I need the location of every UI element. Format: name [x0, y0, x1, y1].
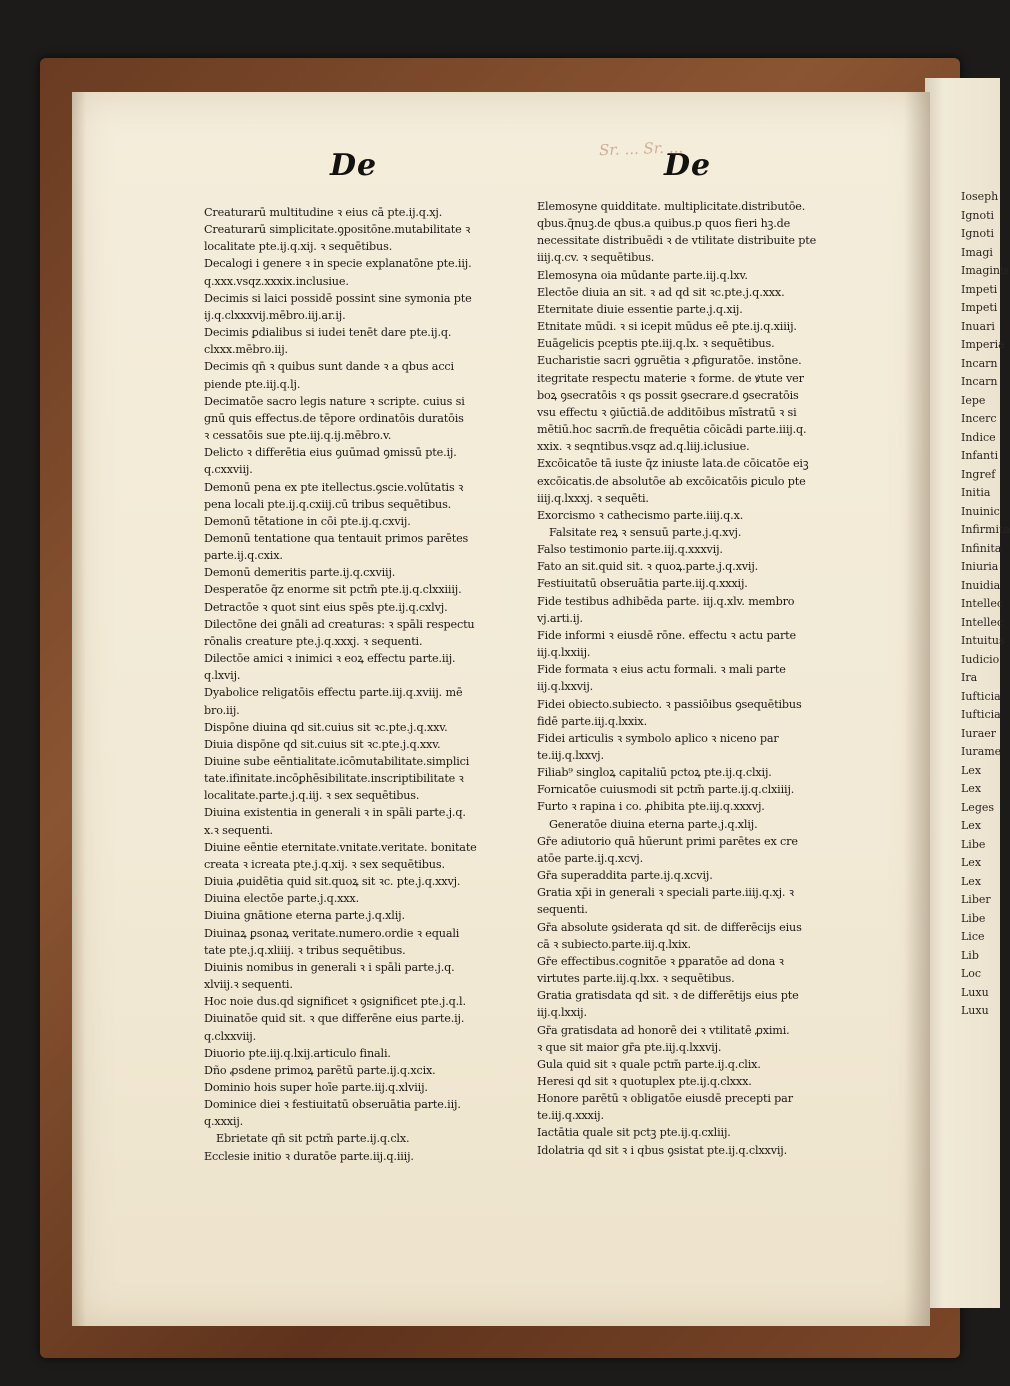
index-entry-line: Dominio hois super hoīe parte.iij.q.xlviij. [204, 1080, 428, 1094]
index-entry-line: Detractōe ꝛ quot sint eius spēs pte.ij.q.cxlvj. [204, 600, 448, 614]
facing-page-fragment: Iurame [961, 745, 1002, 758]
facing-page-fragment: Iudicio [961, 652, 1000, 666]
index-entry-line: Gr̄a superaddita parte.ij.q.xcvij. [537, 869, 713, 883]
index-entry-line: Gula quid sit ꝛ quale pctm̄ parte.ij.q.clix. [537, 1057, 761, 1071]
index-entry-line: sequenti. [537, 903, 588, 917]
index-entry-line: atōe parte.ij.q.xcvj. [537, 851, 644, 865]
index-entry-line: creata ꝛ icreata pte.j.q.xij. ꝛ sex sequētibus. [204, 857, 445, 871]
facing-page-fragment: Luxu [961, 985, 989, 999]
facing-page-fragment: Loc [961, 967, 982, 980]
facing-page-fragment: Initia [961, 486, 991, 499]
index-entry-line: parte.ij.q.cxix. [204, 549, 283, 563]
index-entry-line: Demonū tētatione in cōi pte.ij.q.cxvij. [204, 514, 411, 528]
facing-page-fragment: Lex [961, 819, 982, 832]
facing-page-fragment: Iniuria [961, 560, 999, 573]
index-entry-line: Electōe diuia an sit. ꝛ ad qd sit ꝛc.pte.j.q.xxx. [537, 285, 785, 299]
index-entry-line: Idolatria qd sit ꝛ i qbus ꝯsistat pte.ij.q.clxxvij. [537, 1143, 788, 1157]
index-entry-line: clxxx.mēbro.iij. [204, 343, 288, 357]
index-column-left [204, 204, 536, 1165]
index-entry-line: xlviij.ꝛ sequenti. [204, 978, 293, 992]
facing-page-fragment: Lex [961, 782, 982, 795]
index-entry-line: localitate.parte.j.q.iij. ꝛ sex sequētibus. [204, 789, 420, 803]
facing-page-fragment: Imperia [961, 338, 1005, 351]
index-entry-line: Dispōne diuina qd sit.cuius sit ꝛc.pte.j.q.xxv. [204, 720, 448, 734]
facing-page-fragment: Imagi [961, 245, 993, 259]
index-entry-line: Falsitate reꝝ ꝛ sensuū parte.j.q.xvj. [549, 525, 742, 539]
index-entry-line: Decalogi i genere ꝛ in specie explanatōne pte.iij. [204, 257, 472, 271]
facing-page-edge [925, 78, 1010, 1308]
marginal-note: Sr. ... Sr. ... [598, 138, 684, 160]
index-entry-line: Diuina existentia in generali ꝛ in spāli parte.j.q. [204, 806, 466, 820]
facing-page-fragment: Incarn [961, 356, 998, 370]
index-entry-line: Etnitate mūdi. ꝛ si icepit mūdus eē pte.ij.q.xiiij. [537, 320, 797, 334]
facing-page-fragment: Luxu [961, 1004, 989, 1017]
facing-page-fragment: Libe [961, 911, 986, 925]
index-entry-line: Diuorio pte.iij.q.lxij.articulo finali. [204, 1046, 391, 1060]
facing-page-fragment: Impeti [961, 301, 998, 314]
facing-page-fragment: Lex [961, 874, 982, 888]
index-entry-line: itegritate respectu materie ꝛ forme. de ꝟtute ver [537, 371, 804, 385]
index-entry-line: Eternitate diuie essentie parte.j.q.xij. [537, 302, 743, 316]
index-entry-line: qbus.q̄nuꝫ.de qbus.a quibus.p quos fieri hꝫ.de [537, 217, 791, 231]
index-entry-line: iij.q.lxxiij. [537, 646, 591, 660]
index-entry-line: piende pte.iij.q.lj. [204, 377, 301, 391]
index-entry-line: vj.arti.ij. [537, 611, 583, 625]
index-entry-line: Gr̄a absolute ꝯsiderata qd sit. de differēcijs eius [537, 920, 802, 934]
index-entry-line: Diuine sube eēntialitate.icōmutabilitate.simplici [204, 755, 470, 768]
index-entry-line: Diuinis nomibus in generali ꝛ i spāli parte.j.q. [204, 960, 455, 974]
index-entry-line: Falso testimonio parte.iij.q.xxxvij. [537, 543, 723, 557]
index-entry-line: Diuinatōe quid sit. ꝛ que differēne eius parte.ij. [204, 1012, 465, 1026]
index-entry-line: Decimis ꝑdialibus si iudei tenēt dare pte.ij.q. [204, 326, 452, 340]
index-entry-line: Demonū tentatione qua tentauit primos parētes [204, 531, 469, 545]
index-entry-line: Decimis si laici possidē possint sine symonia pte [204, 291, 472, 305]
index-entry-line: Delicto ꝛ differētia eius ꝯuūmad ꝯmissū pte.ij. [204, 446, 457, 460]
index-entry-line: Decimatōe sacro legis nature ꝛ scripte. cuius si [204, 394, 465, 408]
index-entry-line: q.lxvij. [204, 669, 241, 683]
index-entry-line: Demonū demeritis parte.ij.q.cxviij. [204, 566, 396, 580]
facing-page-fragment: Indice [961, 430, 996, 444]
facing-page-text [961, 188, 1010, 1021]
index-entry-line: Honore parētū ꝛ obligatōe eiusdē precepti par [537, 1092, 793, 1106]
page-heading-left: De [330, 148, 378, 183]
index-entry-line: Ecclesie initio ꝛ duratōe parte.iij.q.iiij. [204, 1149, 414, 1163]
facing-page-fragment: Libe [961, 837, 986, 851]
index-entry-line: Iactātia quale sit pctꝫ pte.ij.q.cxliij. [537, 1126, 731, 1140]
facing-page-fragment: Ira [961, 671, 978, 684]
index-entry-line: x.ꝛ sequenti. [204, 823, 273, 837]
facing-page-fragment: Lib [961, 948, 979, 962]
index-entry-line: Filiab⁹ singloꝝ capitaliū pctoꝝ pte.ij.q.clxij. [537, 766, 772, 780]
facing-page-fragment: Lice [961, 930, 985, 943]
index-entry-line: localitate pte.ij.q.xij. ꝛ sequētibus. [204, 240, 393, 254]
facing-page-fragment: Iufticia [961, 689, 1001, 703]
index-entry-line: Furto ꝛ rapina i co. ꝓhibita pte.iij.q.xxxvj. [537, 800, 765, 814]
index-entry-line: pena locali pte.ij.q.cxiij.cū tribus sequētibus. [204, 497, 452, 511]
index-entry-line: Gr̄e effectibus.cognitōe ꝛ ꝑparatōe ad dona ꝛ [537, 954, 784, 968]
index-entry-line: Diuine eēntie eternitate.vnitate.veritate. bonitate [204, 840, 477, 854]
index-entry-line: Heresi qd sit ꝛ quotuplex pte.ij.q.clxxx. [537, 1074, 752, 1088]
index-entry-line: Eucharistie sacri ꝯgruētia ꝛ ꝓfiguratōe. instōne. [537, 354, 802, 368]
index-entry-line: Fide testibus adhibēda parte. iij.q.xlv. membro [537, 594, 795, 608]
facing-page-fragment: Liber [961, 893, 991, 906]
index-entry-line: Dilectōne dei gnāli ad creaturas: ꝛ spāli respectu [204, 617, 475, 631]
facing-page-fragment: Infanti [961, 449, 999, 462]
index-entry-line: bro.iij. [204, 703, 240, 717]
index-entry-line: te.iij.q.lxxvj. [537, 749, 604, 762]
index-entry-line: Diuia ꝓuidētia quid sit.quoꝝ sit ꝛc. pte.j.q.xxvj. [204, 875, 461, 889]
facing-page-fragment: Leges [961, 800, 995, 814]
index-entry-line: Exorcismo ꝛ cathecismo parte.iiij.q.x. [537, 508, 744, 522]
index-entry-line: Fidei articulis ꝛ symbolo aplico ꝛ niceno par [537, 731, 779, 745]
index-entry-line: boꝝ ꝯsecratōis ꝛ qs possit ꝯsecrare.d ꝯsecratōis [537, 388, 799, 402]
facing-page-fragment: Intellec [961, 597, 1004, 610]
facing-page-fragment: Inuari [961, 319, 995, 333]
index-entry-line: tate.ifinitate.incōꝑhēsibilitate.inscriptibilitate ꝛ [204, 772, 464, 786]
facing-page-fragment: Lex [961, 856, 982, 869]
page-shadow-left [72, 92, 86, 1326]
index-entry-line: q.xxx.vsqz.xxxix.inclusiue. [204, 274, 349, 288]
index-entry-line: Gr̄a gratisdata ad honorē dei ꝛ vtilitatē ꝓximi. [537, 1023, 790, 1037]
index-entry-line: Dño ꝓsdene primoꝝ parētū parte.ij.q.xcix. [204, 1063, 436, 1077]
index-entry-line: Fide formata ꝛ eius actu formali. ꝛ mali parte [537, 663, 786, 677]
facing-page-fragment: Iepe [961, 393, 986, 407]
index-entry-line: Fornicatōe cuiusmodi sit pctm̄ parte.ij.q.clxiiij. [537, 783, 795, 797]
index-entry-line: Desperatōe q̄z enorme sit pctm̄ pte.ij.q.clxxiiij. [204, 583, 462, 597]
facing-page-fragment: Intellec [961, 615, 1004, 629]
facing-page-fragment: Lex [961, 763, 982, 777]
index-entry-line: ꝛ que sit maior gr̄a pte.iij.q.lxxvij. [537, 1040, 722, 1054]
facing-page-fragment: Infirmita [961, 523, 1010, 536]
index-entry-line: Gr̄e adiutorio quā hūerunt primi parētes ex cre [537, 834, 798, 848]
facing-page-fragment: Imaginis [961, 264, 1010, 277]
index-entry-line: gnū quis effectus.de tēpore ordinatōis duratōis [204, 411, 464, 425]
index-entry-line: Dyabolice religatōis effectu parte.iij.q.xviij. mē [204, 686, 463, 700]
index-entry-line: necessitate distribuēdi ꝛ de vtilitate distribuite pte [537, 234, 817, 248]
facing-page-fragment: Ignoti [961, 208, 995, 222]
index-entry-line: Diuina gnātione eterna parte.j.q.xlij. [204, 909, 405, 923]
index-entry-line: Decimis qn̄ ꝛ quibus sunt dande ꝛ a qbus acci [204, 360, 454, 374]
index-entry-line: Hoc noie dus.qd significet ꝛ ꝯsignificet pte.j.q.l. [204, 995, 466, 1009]
index-entry-line: tate pte.j.q.xliiij. ꝛ tribus sequētibus. [204, 943, 406, 957]
index-entry-line: Creaturarū multitudine ꝛ eius cā pte.ij.q.xj. [204, 206, 443, 219]
index-entry-line: Gratia gratisdata qd sit. ꝛ de differētijs eius pte [537, 989, 799, 1003]
index-entry-line: xxix. ꝛ seqntibus.vsqz ad.q.liij.iclusiue. [537, 440, 750, 454]
index-entry-line: Excōicatōe tā iuste q̄z iniuste lata.de cōicatōe eiꝫ [537, 457, 809, 471]
index-entry-line: Demonū pena ex pte itellectus.ꝯscie.volūtatis ꝛ [204, 480, 464, 494]
facing-page-fragment: Ignoti [961, 227, 995, 240]
index-entry-line: q.xxxij. [204, 1115, 244, 1129]
index-entry-line: Dominice diei ꝛ festiuitatū obseruātia parte.iij. [204, 1098, 461, 1112]
index-entry-line: cā ꝛ subiecto.parte.iij.q.lxix. [537, 937, 691, 951]
facing-page-fragment: Ioseph [961, 190, 999, 203]
facing-page-fragment: Impeti [961, 282, 998, 296]
index-entry-line: mētiū.hoc sacrm̄.de frequētia cōicādi parte.iiij.q. [537, 423, 807, 437]
book-page [72, 92, 930, 1326]
index-entry-line: Fato an sit.quid sit. ꝛ quoꝝ.parte.j.q.xvij. [537, 560, 759, 574]
index-entry-line: iij.q.lxxij. [537, 1006, 587, 1020]
facing-page-fragment: Iuraer [961, 726, 997, 740]
index-entry-line: Gratia xp̄i in generali ꝛ speciali parte.iiij.q.xj. ꝛ [537, 886, 794, 900]
index-entry-line: Diuinaꝝ ꝑsonaꝝ veritate.numero.ordie ꝛ equali [204, 926, 460, 940]
index-entry-line: Festiuitatū obseruātia parte.iij.q.xxxij. [537, 577, 748, 591]
index-entry-line: te.iij.q.xxxij. [537, 1109, 604, 1123]
facing-page-fragment: Intuitus [961, 634, 1005, 647]
index-entry-line: Diuia dispōne qd sit.cuius sit ꝛc.pte.j.q.xxv. [204, 737, 441, 751]
index-entry-line: fidē parte.iij.q.lxxix. [537, 714, 647, 728]
index-entry-line: Diuina electōe parte.j.q.xxx. [204, 892, 359, 906]
index-entry-line: iij.q.lxxvij. [537, 680, 594, 694]
index-entry-line: vsu effectu ꝛ ꝯiūctiā.de additōibus mīstratū ꝛ si [537, 405, 797, 419]
index-entry-line: Elemosyne quidditate. multiplicitate.distributōe. [537, 200, 806, 213]
index-entry-line: Fidei obiecto.subiecto. ꝛ passiōibus ꝯsequētibus [537, 697, 802, 711]
index-entry-line: q.clxxviij. [204, 1029, 257, 1043]
index-entry-line: rōnalis creature pte.j.q.xxxj. ꝛ sequenti. [204, 634, 423, 648]
facing-page-fragment: Incarn [961, 375, 998, 388]
facing-page-fragment: Inuidia [961, 578, 1001, 592]
index-entry-line: ij.q.clxxxvij.mēbro.iij.ar.ij. [204, 308, 346, 322]
index-entry-line: Generatōe diuina eterna parte.j.q.xlij. [549, 817, 758, 831]
facing-page-fragment: Incerc [961, 412, 997, 425]
facing-page-fragment: Inuinic [961, 504, 1000, 518]
index-entry-line: ꝛ cessatōis sue pte.iij.q.ij.mēbro.v. [204, 429, 392, 443]
index-entry-line: Fide informi ꝛ eiusdē rōne. effectu ꝛ actu parte [537, 628, 796, 642]
index-entry-line: Dilectōe amici ꝛ inimici ꝛ eoꝝ effectu parte.iij. [204, 652, 456, 666]
index-entry-line: iiij.q.cv. ꝛ sequētibus. [537, 251, 655, 265]
facing-page-fragment: Iufticia [961, 708, 1001, 721]
index-entry-line: Elemosyna oia mūdante parte.iij.q.lxv. [537, 268, 748, 282]
facing-page-fragment: Infinita [961, 541, 1002, 555]
index-column-right [537, 198, 885, 1159]
facing-page-fragment: Ingref [961, 467, 996, 481]
index-entry-line: Ebrietate qn̄ sit pctm̄ parte.ij.q.clx. [216, 1132, 410, 1146]
page-heading-right: De [664, 148, 712, 183]
index-entry-line: excōicatis.de absolutōe ab excōicatōis ꝑiculo pte [537, 474, 806, 488]
index-entry-line: Creaturarū simplicitate.ꝯpositōne.mutabilitate ꝛ [204, 223, 471, 237]
index-entry-line: q.cxxviij. [204, 463, 253, 477]
page-gutter-shadow [904, 92, 930, 1326]
index-entry-line: virtutes parte.iij.q.lxx. ꝛ sequētibus. [537, 972, 735, 986]
index-entry-line: iiij.q.lxxxj. ꝛ sequēti. [537, 491, 649, 505]
index-entry-line: Euāgelicis pceptis pte.iij.q.lx. ꝛ sequētibus. [537, 337, 775, 351]
